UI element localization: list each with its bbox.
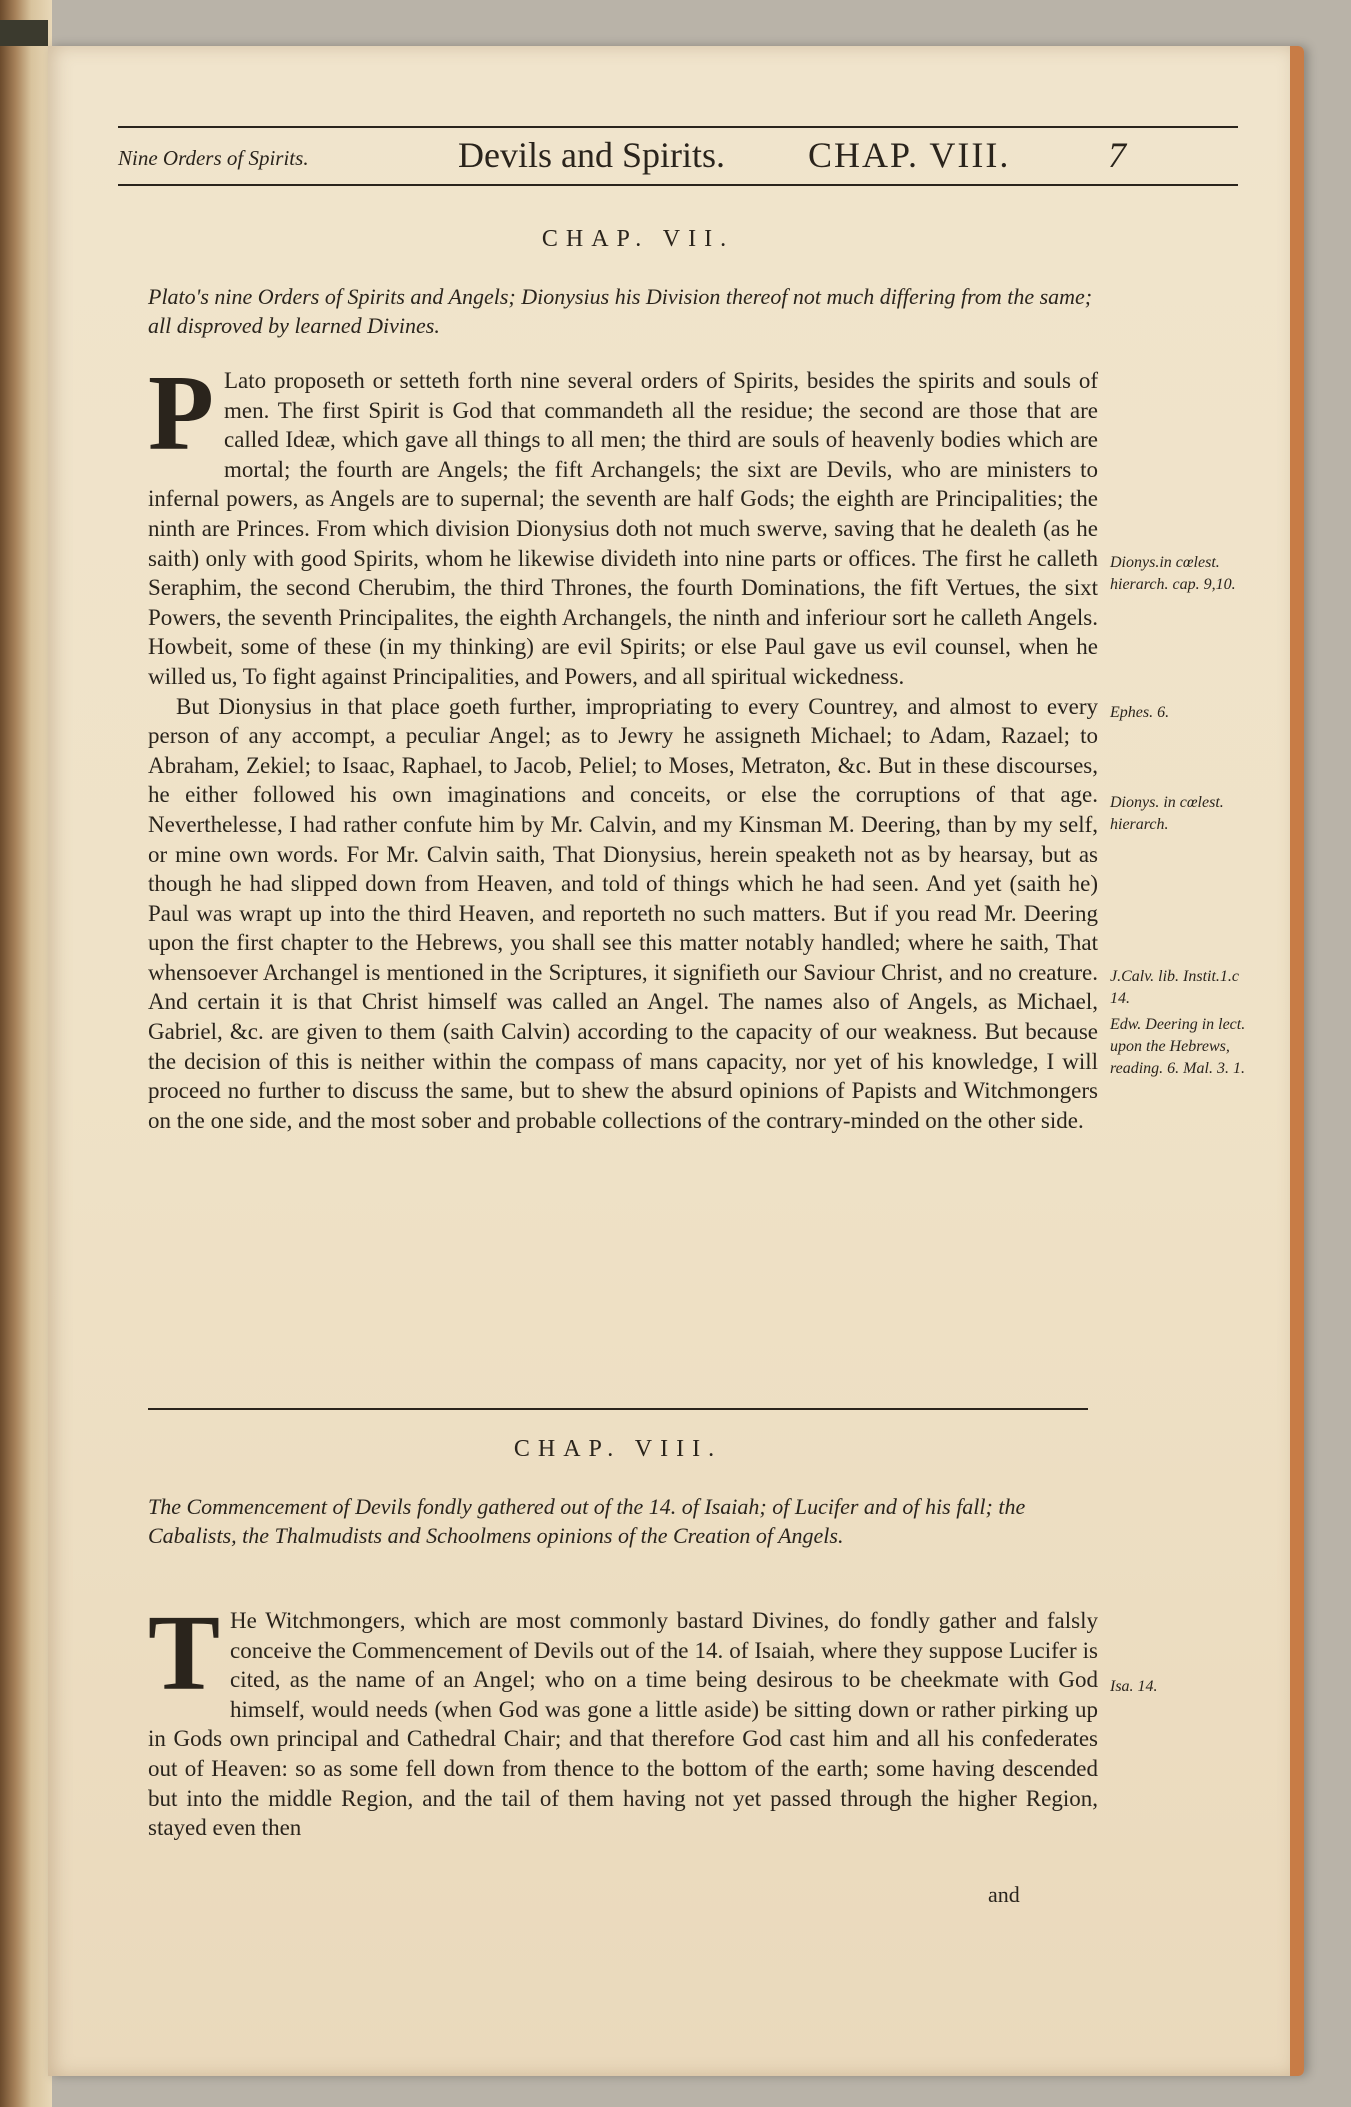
running-head-chapter: CHAP. VIII. xyxy=(808,135,1011,175)
chapter-8-body xyxy=(148,1594,1098,1843)
chapter-8-paragraph-1: He Witchmongers, which are most commonly bastard Divines, do fondly gather and falsly conceive the Commencement of Devils out of the 14. of Isaiah, where they suppose Lucifer is cited, as the name of an Angel; who on a time being desirous to be cheekmate with God himself, would needs (when God was gone a little aside) be sitting down or rather pirking up in Gods own principal and Cathedral Chair; and that therefore God cast him and all his confederates out of Heaven: so as some fell down from thence to the bottom of the earth; some having descended but into the middle Region, and the tail of them having not yet passed through the higher Region, stayed even then xyxy=(148,1608,1098,1841)
chapter-7-dropcap: P xyxy=(148,354,214,473)
chapter-7-body xyxy=(148,354,1098,1135)
chapter-divider xyxy=(148,1408,1088,1410)
chapter-7-paragraph-2: But Dionysius in that place goeth further, impropriating to every Countrey, and almost to every person of any accompt, a peculiar Angel; as to Jewry he assigneth Michael; to Adam, Razael; to Abraham, Zekiel; to Isaac, Raphael, to Jacob, Peliel; to Moses, Metraton, &c. But in these discourses, he either followed his own imaginations and conceits, or else the corruptions of that age. Neverthelesse, I had rather confute him by Mr. Calvin, and my Kinsman M. Deering, than by my self, or mine own words. For Mr. Calvin saith, That Dionysius, herein speaketh not as by hearsay, but as though he had slipped down from Heaven, and told of things which he had seen. And yet (saith he) Paul was wrapt up into the third Heaven, and reporteth no such matters. But if you read Mr. Deering upon the first chapter to the Hebrews, you shall see this matter notably handled; where he saith, That whensoever Archangel is mentioned in the Scriptures, it signifieth our Saviour Christ, and no creature. And certain it is that Christ himself was called an Angel. The names also of Angels, as Michael, Gabriel, &c. are given to them (saith Calvin) according to the capacity of our weakness. But because the decision of this is neither within the compass of mans capacity, nor yet of his knowledge, I will proceed no further to discuss the same, but to shew the absurd opinions of Papists and Witchmongers on the one side, and the most sober and probable collections of the contrary-minded on the other side. xyxy=(148,693,1098,1133)
running-head-title: Devils and Spirits. xyxy=(458,135,725,175)
head-rule-top xyxy=(118,126,1238,128)
book-spine xyxy=(0,0,52,2107)
margin-note: Ephes. 6. xyxy=(1110,704,1170,721)
book-page xyxy=(48,46,1304,2076)
margin-note: Dionys.in cœlest. hierarch. cap. 9,10. xyxy=(1110,554,1236,593)
chapter-7-heading: CHAP. VII. xyxy=(541,226,735,252)
chapter-7-paragraph-1: Lato proposeth or setteth forth nine several orders of Spirits, besides the spirits and souls of men. The first Spirit is God that commandeth all the residue; the second are those that are called Ideæ, which gave all things to all men; the third are souls of heavenly bodies which are mortal; the fourth are Angels; the fift Archangels; the sixt are Devils, who are ministers to infernal powers, as Angels are to supernal; the seventh are half Gods; the eighth are Principalities; the ninth are Princes. From which division Dionysius doth not much swerve, saving that he dealeth (as he saith) only with good Spirits, whom he likewise divideth into nine parts or offices. The first he calleth Seraphim, the second Cherubim, the third Thrones, the fourth Dominations, the fift Vertues, the sixt Powers, the seventh Principalites, the eighth Archangels, the ninth and inferiour sort he calleth Angels. Howbeit, some of these (in my thinking) are evil Spirits; or else Paul gave us evil counsel, when he willed us, To fight against Principalities, and Powers, and all spiritual wickedness. xyxy=(148,368,1098,689)
margin-note: Isa. 14. xyxy=(1110,1678,1158,1695)
head-rule-bottom xyxy=(118,184,1238,186)
chapter-8-argument: The Commencement of Devils fondly gathered out of the 14. of Isaiah; of Lucifer and of his fall; the Cabalists, the Thalmudists and Schoolmens opinions of the Creation of Angels. xyxy=(148,1494,1026,1548)
spine-tab xyxy=(0,20,48,46)
chapter-7-argument: Plato's nine Orders of Spirits and Angels; Dionysius his Division thereof not much differing from the same; all disproved by learned Divines. xyxy=(148,284,1093,338)
page-number: 7 xyxy=(1108,135,1126,175)
running-head-left: Nine Orders of Spirits. xyxy=(118,146,309,170)
margin-note: J.Calv. lib. Instit.1.c 14. xyxy=(1110,968,1240,1007)
margin-note: Dionys. in cœlest. hierarch. xyxy=(1110,794,1224,833)
chapter-8-dropcap: T xyxy=(148,1594,221,1713)
catchword: and xyxy=(988,1882,1020,1907)
margin-note: Edw. Deering in lect. upon the Hebrews, reading. 6. Mal. 3. 1. xyxy=(1110,1016,1246,1077)
chapter-8-heading: CHAP. VIII. xyxy=(513,1436,723,1462)
